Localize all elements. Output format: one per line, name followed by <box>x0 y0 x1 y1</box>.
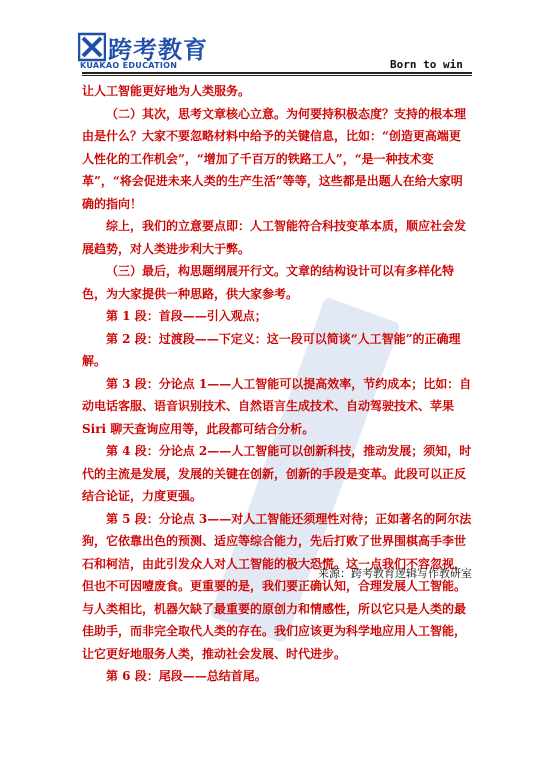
header-rule <box>82 72 472 74</box>
paragraph: 第 3 段：分论点 1——人工智能可以提高效率，节约成本；比如：自动电话客服、语音识别技术、自然语言生成技术、自动驾驶技术、苹果 Siri 聊天查询应用等，此段都可结合分析。 <box>82 376 472 436</box>
paragraph: 第 2 段：过渡段——下定义：这一段可以简谈“人工智能”的正确理解。 <box>82 331 461 368</box>
paragraph: 第 4 段：分论点 2——人工智能可以创新科技，推动发展；须知，时代的主流是发展，发展的关键在创新，创新的手段是变革。此段可以正反结合论证，力度更强。 <box>82 444 472 503</box>
paragraph: 第 5 段：分论点 3——对人工智能还须理性对待；正如著名的阿尔法狗，它依靠出色的预测、适应等综合能力，先后打败了世界围棋高手李世石和柯洁，由此引发众人对人工智能的极大恐慌。这一点我们不容忽视，但也不可因噎废食。更重要的是，我们要正确认知，合理发展人工智能。与人类相比，机器欠缺了最重要的原创力和情感性，所以它只是人类的最佳助手，而非完全取代人类的存在。我们应该更为科学地应用人工智能，让它更好地服务人类，推动社会发展、时代进步。 <box>82 511 472 661</box>
kuakao-logo <box>78 32 228 74</box>
paragraph: 综上，我们的立意要点即：人工智能符合科技变革本质，顺应社会发展趋势，对人类进步利大于弊。 <box>82 219 467 256</box>
paragraph: （三）最后，构思题纲展开行文。文章的结构设计可以有多样化特色，为大家提供一种思路，供大家参考。 <box>82 264 455 301</box>
page-header <box>0 0 550 80</box>
paragraph: 让人工智能更好地为人类服务。 <box>82 84 251 98</box>
paragraph: 第 6 段：尾段——总结首尾。 <box>106 669 267 683</box>
logo-x-icon <box>78 32 106 62</box>
paragraph: （二）其次，思考文章核心立意。为何要持积极态度？支持的根本理由是什么？大家不要忽略材料中给予的关键信息，比如：“创造更高端更人性化的工作机会”，“增加了千百万的铁路工人”，“是一种技术变革”，“将会促进未来人类的生产生活”等等，这些都是出题人在给大家明确的指向！ <box>82 106 467 211</box>
article-body <box>82 80 472 688</box>
source-note: 来源：跨考教育逻辑写作教研室 <box>318 567 472 580</box>
logo-subtitle: KUAKAO EDUCATION <box>80 61 178 70</box>
header-rule-thin <box>82 75 472 76</box>
header-slogan: Born to win <box>390 58 463 71</box>
paragraph: 第 1 段：首段——引入观点； <box>106 309 267 323</box>
logo-text: 跨考教育 <box>108 36 208 64</box>
